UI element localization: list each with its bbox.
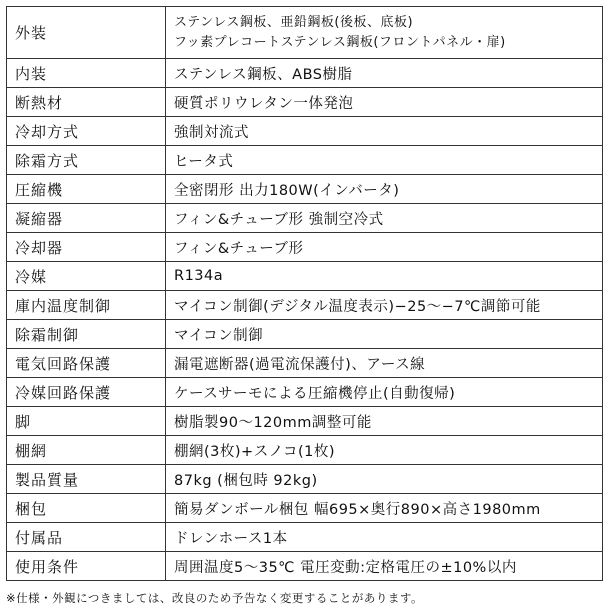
spec-label: 除霜制御 bbox=[7, 320, 166, 349]
spec-row bbox=[7, 494, 603, 523]
footnote: ※仕様・外観につきましては、改良のため予告なく変更することがあります。 bbox=[6, 591, 423, 605]
spec-row bbox=[7, 262, 603, 291]
spec-value: ステンレス鋼板、ABS樹脂 bbox=[166, 59, 603, 88]
spec-value: R134a bbox=[166, 262, 603, 291]
spec-row bbox=[7, 117, 603, 146]
spec-value: ドレンホース1本 bbox=[166, 523, 603, 552]
spec-row bbox=[7, 320, 603, 349]
spec-value: マイコン制御(デジタル温度表示)−25〜−7℃調節可能 bbox=[166, 291, 603, 320]
spec-row bbox=[7, 233, 603, 262]
spec-row bbox=[7, 204, 603, 233]
spec-label: 冷媒 bbox=[7, 262, 166, 291]
spec-label: 凝縮器 bbox=[7, 204, 166, 233]
spec-value: 樹脂製90〜120mm調整可能 bbox=[166, 407, 603, 436]
spec-value: 87kg (梱包時 92kg) bbox=[166, 465, 603, 494]
spec-value: 強制対流式 bbox=[166, 117, 603, 146]
spec-value: 全密閉形 出力180W(インバータ) bbox=[166, 175, 603, 204]
spec-value: ヒータ式 bbox=[166, 146, 603, 175]
spec-row bbox=[7, 523, 603, 552]
spec-row bbox=[7, 465, 603, 494]
spec-row bbox=[7, 146, 603, 175]
spec-value-line: ステンレス鋼板、亜鉛鋼板(後板、底板) bbox=[174, 14, 414, 30]
spec-label: 電気回路保護 bbox=[7, 349, 166, 378]
spec-row bbox=[7, 7, 603, 59]
spec-value: 周囲温度5〜35℃ 電圧変動:定格電圧の±10%以内 bbox=[166, 552, 603, 581]
spec-label: 除霜方式 bbox=[7, 146, 166, 175]
spec-label: 庫内温度制御 bbox=[7, 291, 166, 320]
spec-label: 外装 bbox=[7, 7, 166, 59]
spec-row bbox=[7, 175, 603, 204]
spec-row bbox=[7, 59, 603, 88]
spec-row bbox=[7, 436, 603, 465]
spec-label: 冷却器 bbox=[7, 233, 166, 262]
spec-sheet bbox=[6, 6, 603, 581]
spec-table bbox=[6, 6, 603, 581]
spec-label: 梱包 bbox=[7, 494, 166, 523]
spec-row bbox=[7, 378, 603, 407]
spec-value: 簡易ダンボール梱包 幅695×奥行890×高さ1980mm bbox=[166, 494, 603, 523]
spec-label: 付属品 bbox=[7, 523, 166, 552]
spec-label: 脚 bbox=[7, 407, 166, 436]
spec-label: 製品質量 bbox=[7, 465, 166, 494]
spec-value: 硬質ポリウレタン一体発泡 bbox=[166, 88, 603, 117]
spec-table-body bbox=[7, 7, 603, 581]
spec-value: 棚網(3枚)+スノコ(1枚) bbox=[166, 436, 603, 465]
spec-label: 冷却方式 bbox=[7, 117, 166, 146]
spec-value: 漏電遮断器(過電流保護付)、アース線 bbox=[166, 349, 603, 378]
spec-row bbox=[7, 291, 603, 320]
spec-row bbox=[7, 552, 603, 581]
spec-label: 棚網 bbox=[7, 436, 166, 465]
spec-label: 使用条件 bbox=[7, 552, 166, 581]
spec-row bbox=[7, 349, 603, 378]
spec-row bbox=[7, 407, 603, 436]
spec-value bbox=[166, 7, 603, 59]
spec-label: 圧縮機 bbox=[7, 175, 166, 204]
spec-value-line: フッ素プレコートステンレス鋼板(フロントパネル・扉) bbox=[174, 34, 506, 50]
spec-label: 内装 bbox=[7, 59, 166, 88]
spec-value: ケースサーモによる圧縮機停止(自動復帰) bbox=[166, 378, 603, 407]
spec-value: マイコン制御 bbox=[166, 320, 603, 349]
spec-label: 断熱材 bbox=[7, 88, 166, 117]
spec-value: フィン&チューブ形 bbox=[166, 233, 603, 262]
spec-value: フィン&チューブ形 強制空冷式 bbox=[166, 204, 603, 233]
spec-label: 冷媒回路保護 bbox=[7, 378, 166, 407]
spec-row bbox=[7, 88, 603, 117]
